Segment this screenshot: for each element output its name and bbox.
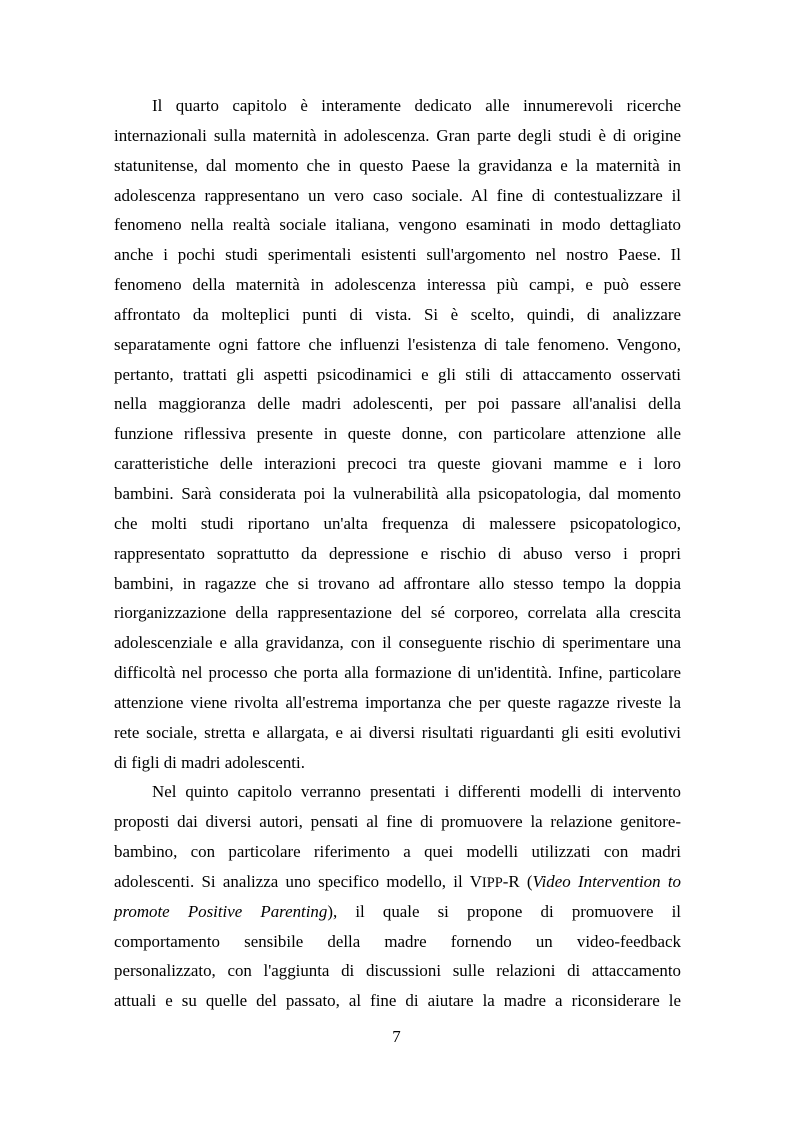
text-line: personalizzato, con l'aggiunta di discussioni sulle relazioni di attaccamento xyxy=(114,961,681,981)
text-line: bambino, con particolare riferimento a quei modelli utilizzati con madri xyxy=(114,842,681,862)
text-line: adolescenza rappresentano un vero caso sociale. Al fine di contestualizzare il xyxy=(114,185,681,205)
text-line: affrontato da molteplici punti di vista. Si è scelto, quindi, di analizzare xyxy=(114,304,681,324)
italic-text: promote Positive Parenting xyxy=(114,901,328,921)
text-line: fenomeno nella realtà sociale italiana, vengono esaminati in modo dettagliato xyxy=(114,215,681,235)
text-line: bambini. Sarà considerata poi la vulnerabilità alla psicopatologia, dal momento xyxy=(114,483,681,503)
text-line xyxy=(114,867,681,897)
text-line: separatamente ogni fattore che influenzi l'esistenza di tale fenomeno. Vengono, xyxy=(114,334,681,354)
text-run: ), il quale si propone di promuovere il xyxy=(327,901,681,921)
text-line: anche i pochi studi sperimentali esistenti sull'argomento nel nostro Paese. Il xyxy=(114,245,681,265)
acronym-small-caps: IPP xyxy=(481,874,503,891)
text-line: di figli di madri adolescenti. xyxy=(114,752,305,772)
text-line: che molti studi riportano un'alta frequenza di malessere psicopatologico, xyxy=(114,513,681,533)
text-line: Nel quinto capitolo verranno presentati i differenti modelli di intervento xyxy=(152,782,681,802)
text-line: internazionali sulla maternità in adolescenza. Gran parte degli studi è di origine xyxy=(114,125,681,145)
text-line: fenomeno della maternità in adolescenza interessa più campi, e può essere xyxy=(114,275,681,295)
text-line: comportamento sensibile della madre fornendo un video-feedback xyxy=(114,931,681,951)
italic-text: Video Intervention to xyxy=(532,871,681,891)
text-line: attenzione viene rivolta all'estrema importanza che per queste ragazze riveste la xyxy=(114,692,681,712)
text-line: bambini, in ragazze che si trovano ad affrontare allo stesso tempo la doppia xyxy=(114,573,681,593)
text-line: pertanto, trattati gli aspetti psicodinamici e gli stili di attaccamento osservati xyxy=(114,364,681,384)
text-line: statunitense, dal momento che in questo Paese la gravidanza e la maternità in xyxy=(114,155,681,175)
acronym-initial: V xyxy=(469,871,482,891)
text-run: adolescenti. Si analizza uno specifico modello, il xyxy=(114,871,470,891)
text-line: rappresentato soprattutto da depressione e rischio di abuso verso i propri xyxy=(114,543,681,563)
text-line: riorganizzazione della rappresentazione del sé corporeo, correlata alla crescita xyxy=(114,603,681,623)
page-number: 7 xyxy=(392,1027,401,1046)
body-text xyxy=(114,91,681,1016)
text-line: attuali e su quelle del passato, al fine di aiutare la madre a riconsiderare le xyxy=(114,991,681,1011)
text-line: Il quarto capitolo è interamente dedicato alle innumerevoli ricerche xyxy=(152,96,681,115)
text-line: rete sociale, stretta e allargata, e ai diversi risultati riguardanti gli esiti evolutivi xyxy=(114,722,681,742)
text-line: caratteristiche delle interazioni precoci tra queste giovani mamme e i loro xyxy=(114,454,681,474)
text-line: funzione riflessiva presente in queste donne, con particolare attenzione alle xyxy=(114,424,681,444)
text-line: difficoltà nel processo che porta alla formazione di un'identità. Infine, particolare xyxy=(114,663,681,683)
text-line: nella maggioranza delle madri adolescenti, per poi passare all'analisi della xyxy=(114,394,681,414)
text-line xyxy=(114,897,681,927)
text-run: -R ( xyxy=(502,871,533,891)
text-line: proposti dai diversi autori, pensati al fine di promuovere la relazione genitore- xyxy=(114,812,681,832)
text-line: adolescenziale e alla gravidanza, con il conseguente rischio di sperimentare una xyxy=(114,633,681,653)
